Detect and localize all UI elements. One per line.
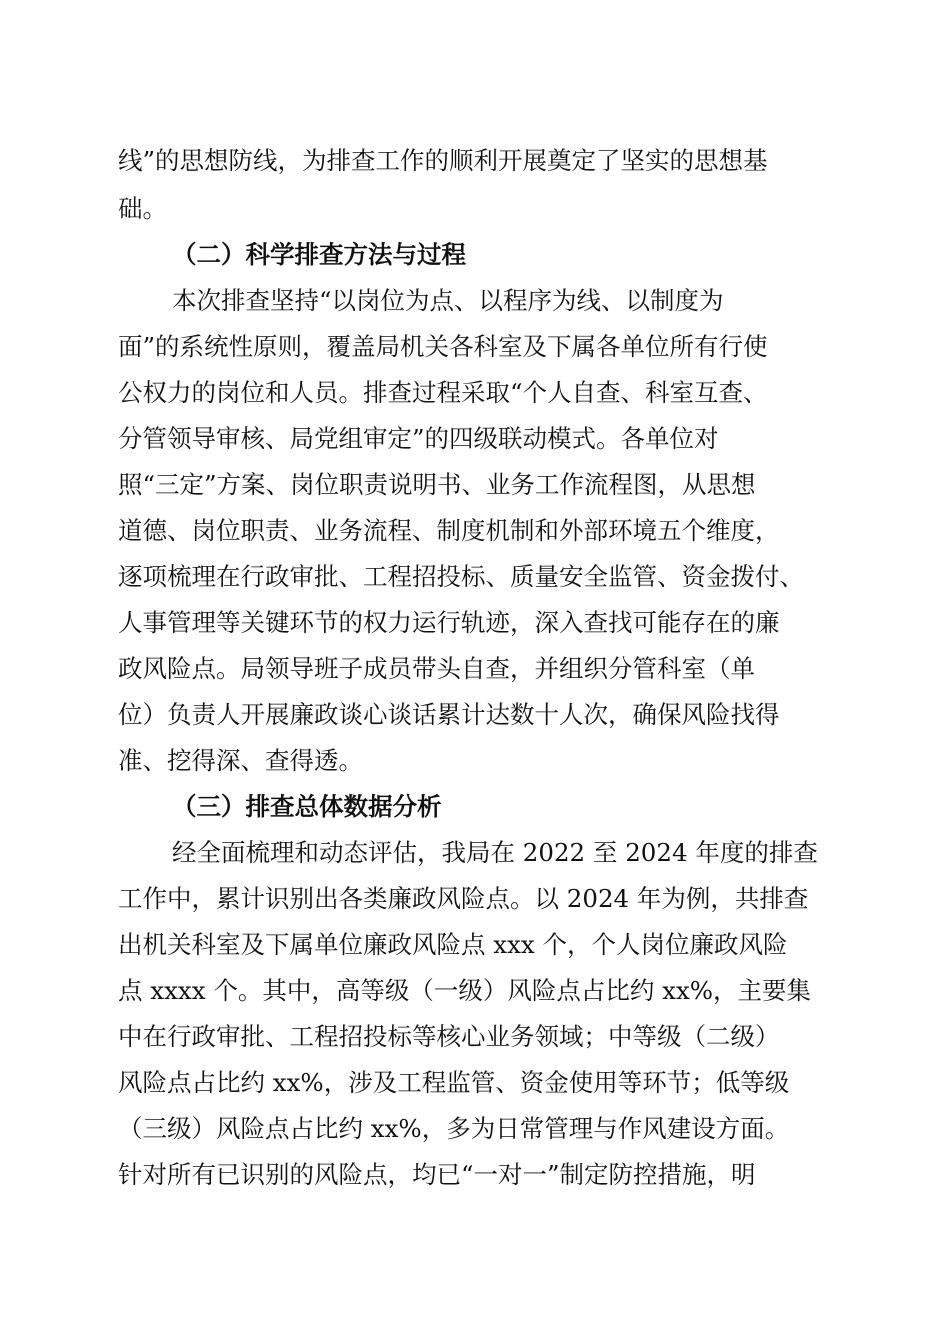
paragraph-line: （三级）风险点占比约 xx%，多为日常管理与作风建设方面。: [118, 1114, 790, 1143]
paragraph-line: 经全面梳理和动态评估，我局在 2022 至 2024 年度的排查: [172, 838, 818, 867]
paragraph-line: 线”的思想防线，为排查工作的顺利开展奠定了坚实的思想基: [118, 146, 768, 175]
paragraph-line: 位）负责人开展廉政谈心谈话累计达数十人次，确保风险找得: [118, 700, 780, 729]
paragraph-line: 础。: [118, 194, 167, 223]
paragraph-line: 本次排查坚持“以岗位为点、以程序为线、以制度为: [172, 286, 724, 315]
paragraph-line: 针对所有已识别的风险点，均已“一对一”制定防控措施，明: [118, 1160, 756, 1189]
paragraph-line: 人事管理等关键环节的权力运行轨迹，深入查找可能存在的廉: [118, 608, 780, 637]
paragraph-line: 中在行政审批、工程招投标等核心业务领域；中等级（二级）: [118, 1022, 780, 1051]
paragraph-line: 政风险点。局领导班子成员带头自查，并组织分管科室（单: [118, 654, 755, 683]
paragraph-line: 点 xxxx 个。其中，高等级（一级）风险点占比约 xx%，主要集: [118, 976, 812, 1005]
paragraph-line: 准、挖得深、查得透。: [118, 746, 363, 775]
paragraph-line: 分管领导审核、局党组审定”的四级联动模式。各单位对: [118, 424, 719, 453]
paragraph-line: 公权力的岗位和人员。排查过程采取“个人自查、科室互查、: [118, 378, 768, 407]
paragraph-line: 照“三定”方案、岗位职责说明书、业务工作流程图，从思想: [118, 470, 756, 499]
section-heading-2: （二）科学排查方法与过程: [172, 240, 466, 269]
paragraph-line: 工作中，累计识别出各类廉政风险点。以 2024 年为例，共排查: [118, 884, 809, 913]
paragraph-line: 面”的系统性原则，覆盖局机关各科室及下属各单位所有行使: [118, 332, 768, 361]
paragraph-line: 逐项梳理在行政审批、工程招投标、质量安全监管、资金拨付、: [118, 562, 804, 591]
paragraph-line: 风险点占比约 xx%，涉及工程监管、资金使用等环节；低等级: [118, 1068, 790, 1097]
paragraph-line: 出机关科室及下属单位廉政风险点 xxx 个，个人岗位廉政风险: [118, 930, 788, 959]
section-heading-3: （三）排查总体数据分析: [172, 792, 442, 821]
paragraph-line: 道德、岗位职责、业务流程、制度机制和外部环境五个维度，: [118, 516, 780, 545]
